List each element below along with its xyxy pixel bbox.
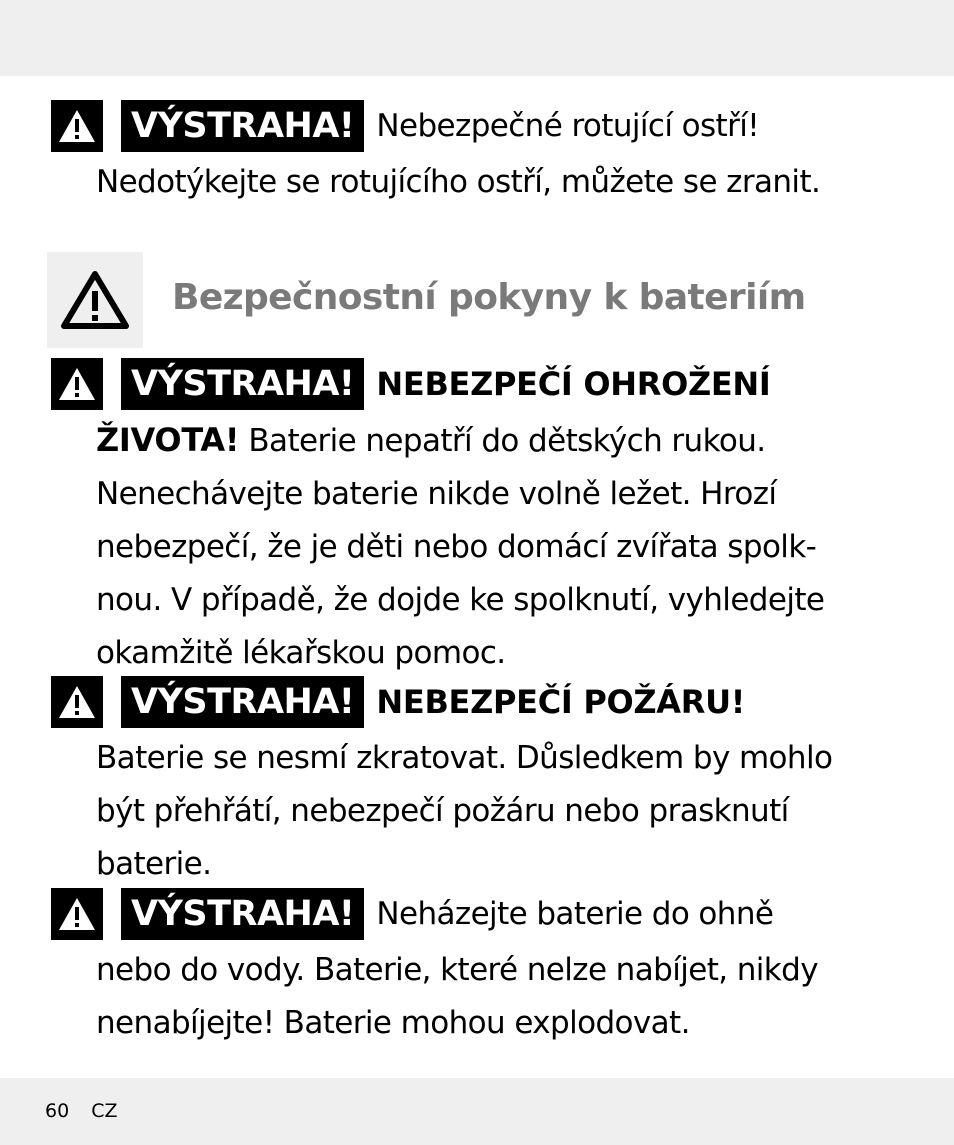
warning-body-danger-to-life	[96, 414, 824, 680]
warning-label: VÝSTRAHA!	[121, 888, 364, 940]
warning-body-explosion	[96, 944, 818, 1050]
warning-heading: NEBEZPEČÍ POŽÁRU!	[376, 683, 746, 721]
warning-triangle-icon	[51, 888, 103, 940]
page-footer	[45, 1100, 117, 1122]
text-line: Nenechávejte baterie nikde volně ležet. Hrozí	[96, 476, 777, 512]
text-line	[96, 414, 824, 468]
text-line: baterie.	[96, 846, 212, 882]
warning-row-fire-hazard	[51, 676, 745, 728]
warning-text: Neházejte baterie do ohně	[376, 896, 774, 932]
text-line: Nedotýkejte se rotujícího ostří, můžete se zranit.	[96, 164, 821, 200]
warning-heading: NEBEZPEČÍ OHROŽENÍ	[376, 365, 771, 403]
text-line: nebo do vody. Baterie, které nelze nabíjet, nikdy	[96, 952, 818, 988]
text-line: Baterie se nesmí zkratovat. Důsledkem by mohlo	[96, 740, 833, 776]
warning-row-danger-to-life	[51, 358, 771, 410]
warning-triangle-icon	[51, 358, 103, 410]
text-line: okamžitě lékařskou pomoc.	[96, 635, 506, 671]
warning-text: Nebezpečné rotující ostří!	[376, 108, 760, 144]
warning-row-rotating-blade	[51, 100, 759, 152]
text-line: nenabíjejte! Baterie mohou explodovat.	[96, 1005, 690, 1041]
section-title: Bezpečnostní pokyny k bateriím	[172, 277, 806, 318]
top-margin-band	[0, 0, 954, 76]
language-code: CZ	[91, 1100, 118, 1122]
text-line: nou. V případě, že dojde ke spolknutí, vyhledejte	[96, 582, 825, 618]
text-line: nebezpečí, že je děti nebo domácí zvířata spolk-	[96, 529, 817, 565]
bottom-margin-band	[0, 1078, 954, 1145]
section-icon-box	[47, 252, 143, 348]
warning-body-fire-hazard	[96, 732, 832, 891]
warning-body-rotating-blade	[96, 156, 820, 209]
page-number: 60	[45, 1100, 70, 1122]
warning-label: VÝSTRAHA!	[121, 676, 364, 728]
text-fragment: Baterie nepatří do dětských rukou.	[239, 423, 766, 459]
warning-triangle-icon	[51, 676, 103, 728]
warning-label: VÝSTRAHA!	[121, 100, 364, 152]
warning-label: VÝSTRAHA!	[121, 358, 364, 410]
warning-heading-continuation: ŽIVOTA!	[96, 421, 240, 459]
warning-triangle-icon	[60, 269, 130, 331]
warning-triangle-icon	[51, 100, 103, 152]
text-line: být přehřátí, nebezpečí požáru nebo prasknutí	[96, 793, 789, 829]
warning-row-explosion	[51, 888, 773, 940]
